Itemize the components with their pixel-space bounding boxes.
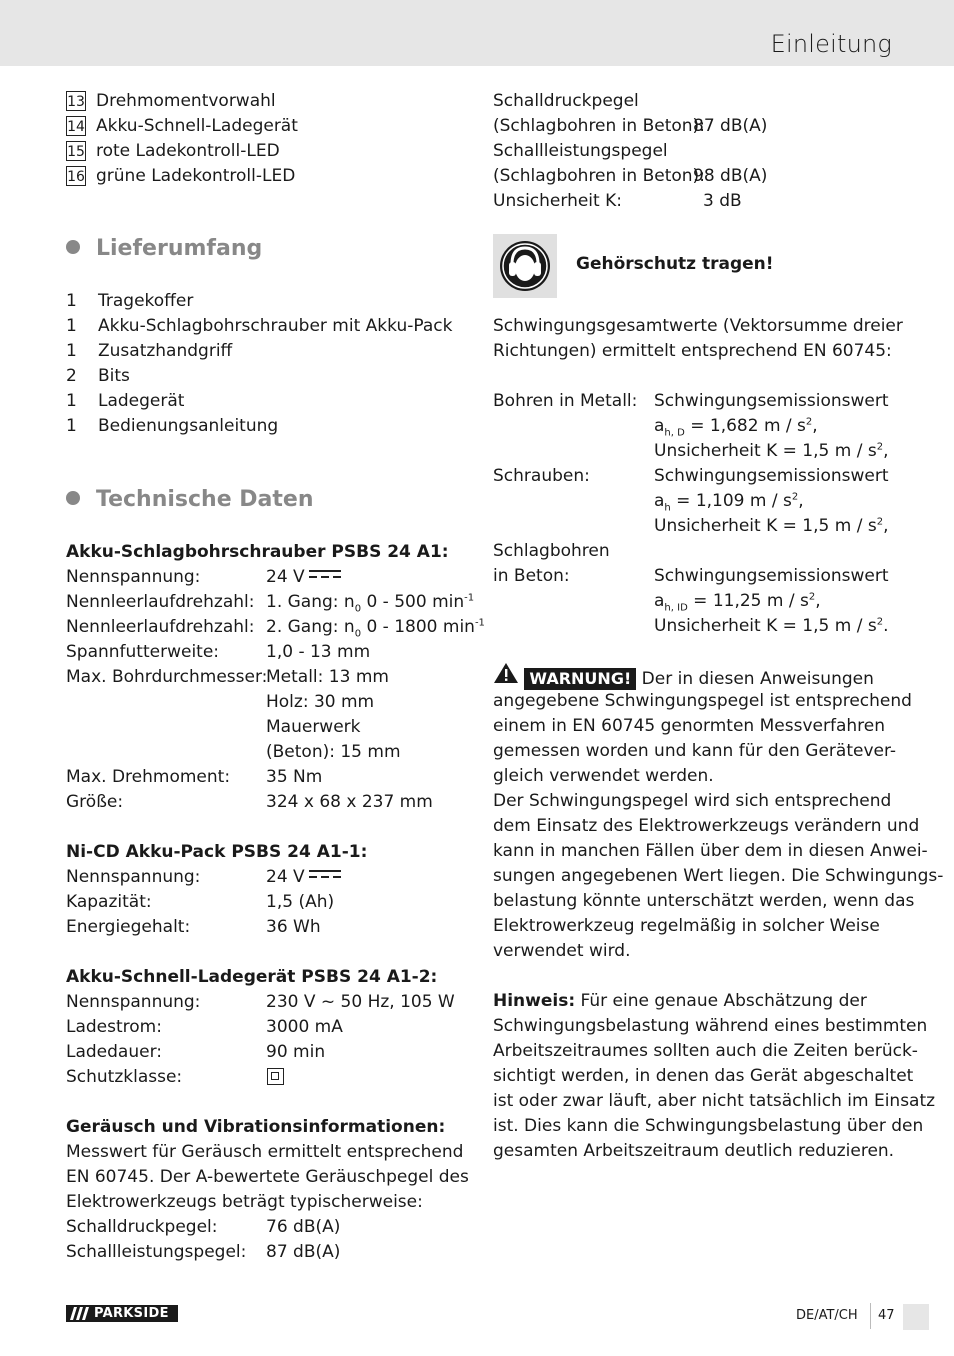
vib-symbol: a bbox=[654, 416, 665, 436]
vib-row bbox=[493, 539, 903, 564]
page-title: Einleitung bbox=[770, 30, 892, 58]
bullet-icon bbox=[66, 491, 80, 505]
text-line: gemessen worden und kann für den Gerätever- bbox=[493, 741, 897, 761]
spacer bbox=[66, 815, 476, 840]
superscript: -1 bbox=[464, 592, 475, 604]
text-line: angegebene Schwingungspegel ist entsprechend bbox=[493, 691, 912, 711]
spec-value-text: 24 V bbox=[266, 867, 305, 887]
text-line: Schwingungsbelastung während eines bestimmten bbox=[493, 1016, 928, 1036]
subscript: 0 bbox=[354, 603, 362, 615]
spec-value bbox=[266, 865, 341, 890]
vib-value: Schwingungsemissionswert bbox=[654, 466, 889, 486]
part-label: grüne Ladekontroll-LED bbox=[96, 166, 296, 186]
vib-value bbox=[654, 589, 821, 614]
text-line: sungen angegebenen Wert liegen. Die Schwingungs- bbox=[493, 866, 944, 886]
hearing-protection-text: Gehörschutz tragen! bbox=[576, 254, 774, 274]
qty: 1 bbox=[66, 341, 77, 361]
delivery-list bbox=[66, 289, 466, 439]
text-line: Schallleistungspegel bbox=[493, 141, 668, 161]
spec-value: 35 Nm bbox=[266, 767, 323, 787]
sound-values bbox=[493, 89, 893, 214]
spec-row bbox=[66, 890, 476, 915]
spec-value bbox=[267, 1065, 284, 1090]
dc-symbol-icon bbox=[309, 570, 341, 580]
text-line: Für eine genaue Abschätzung der bbox=[575, 991, 867, 1011]
spec-row bbox=[66, 690, 476, 715]
spec-row bbox=[66, 1065, 476, 1090]
spec-row bbox=[66, 1240, 476, 1265]
vib-value-text: Unsicherheit K = 1,5 m / s bbox=[654, 616, 877, 636]
spec-value: Holz: 30 mm bbox=[266, 692, 375, 712]
spec-row bbox=[493, 114, 893, 139]
section-title: Lieferumfang bbox=[96, 236, 263, 261]
subscript: h, ID bbox=[664, 602, 688, 614]
spacer bbox=[66, 1090, 476, 1115]
vib-row bbox=[493, 389, 903, 414]
spec-row bbox=[493, 189, 893, 214]
superscript: 2 bbox=[808, 591, 816, 603]
text-line: dem Einsatz des Elektrowerkzeugs verändern und bbox=[493, 816, 920, 836]
list-item bbox=[66, 389, 466, 414]
vib-value bbox=[654, 514, 888, 539]
spec-value bbox=[266, 615, 485, 640]
part-number: 13 bbox=[66, 91, 86, 111]
spacer bbox=[493, 364, 903, 389]
punctuation: . bbox=[883, 616, 889, 636]
vib-value-text: = 11,25 m / s bbox=[687, 591, 809, 611]
qty: 1 bbox=[66, 416, 77, 436]
vib-row bbox=[493, 464, 903, 489]
spec-value bbox=[266, 590, 474, 615]
item-label: Bedienungsanleitung bbox=[98, 416, 279, 436]
part-number: 14 bbox=[66, 116, 86, 136]
section-heading-lieferumfang bbox=[66, 236, 262, 261]
vib-value-text: Unsicherheit K = 1,5 m / s bbox=[654, 516, 877, 536]
warning-line bbox=[493, 664, 903, 689]
subscript: h, D bbox=[664, 427, 685, 439]
vib-symbol: a bbox=[654, 591, 665, 611]
spec-heading: Akku-Schlagbohrschrauber PSBS 24 A1: bbox=[66, 542, 449, 562]
text-line: verwendet wird. bbox=[493, 941, 631, 961]
spec-label: Nennleerlaufdrehzahl: bbox=[66, 592, 255, 612]
spec-row bbox=[493, 164, 893, 189]
page-number: 47 bbox=[878, 1308, 895, 1323]
spec-value: 36 Wh bbox=[266, 917, 321, 937]
text-line: Messwert für Geräusch ermittelt entsprechend bbox=[66, 1142, 464, 1162]
superscript: 2 bbox=[805, 416, 813, 428]
vib-label: Schlagbohren bbox=[493, 541, 610, 561]
text-line: Schwingungsgesamtwerte (Vektorsumme dreier bbox=[493, 316, 903, 336]
spec-row bbox=[66, 915, 476, 940]
subscript: 0 bbox=[354, 628, 362, 640]
text-line: Schalldruckpegel bbox=[493, 91, 639, 111]
item-label: Tragekoffer bbox=[98, 291, 194, 311]
part-label: rote Ladekontroll-LED bbox=[96, 141, 280, 161]
part-number: 16 bbox=[66, 166, 86, 186]
text-line: belastung könnte unterschätzt werden, wenn das bbox=[493, 891, 915, 911]
spec-label: Kapazität: bbox=[66, 892, 152, 912]
vib-row bbox=[493, 589, 903, 614]
text-line: gesamten Arbeitszeitraum deutlich reduzieren. bbox=[493, 1141, 895, 1161]
text-line: einem in EN 60745 genormten Messverfahren bbox=[493, 716, 885, 736]
vib-value: Schwingungsemissionswert bbox=[654, 566, 889, 586]
vib-row bbox=[493, 489, 903, 514]
spec-heading: Ni-CD Akku-Pack PSBS 24 A1-1: bbox=[66, 842, 368, 862]
section-heading-technische-daten bbox=[66, 487, 314, 512]
superscript: 2 bbox=[876, 616, 884, 628]
spec-label: Nennspannung: bbox=[66, 867, 201, 887]
vib-value-text: Unsicherheit K = 1,5 m / s bbox=[654, 441, 877, 461]
list-item bbox=[66, 164, 466, 189]
item-label: Bits bbox=[98, 366, 130, 386]
text-line: Richtungen) ermittelt entsprechend EN 60745: bbox=[493, 341, 892, 361]
spec-row bbox=[66, 715, 476, 740]
spec-value: 324 x 68 x 237 mm bbox=[266, 792, 433, 812]
spec-row bbox=[66, 990, 476, 1015]
warning-badge: WARNUNG! bbox=[524, 668, 636, 690]
spec-row bbox=[66, 865, 476, 890]
spec-row bbox=[66, 1040, 476, 1065]
hearing-protection-icon bbox=[493, 234, 557, 298]
spec-row bbox=[66, 590, 476, 615]
item-label: Zusatzhandgriff bbox=[98, 341, 233, 361]
spec-row bbox=[66, 565, 476, 590]
text-line: gleich verwendet werden. bbox=[493, 766, 714, 786]
spec-row bbox=[66, 740, 476, 765]
part-label: Akku-Schnell-Ladegerät bbox=[96, 116, 298, 136]
spec-value: 90 min bbox=[266, 1042, 326, 1062]
spec-heading: Geräusch und Vibrationsinformationen: bbox=[66, 1117, 446, 1137]
spec-label: Max. Bohrdurchmesser: bbox=[66, 667, 268, 687]
list-item bbox=[66, 314, 466, 339]
vib-symbol: a bbox=[654, 491, 665, 511]
vib-value-text: = 1,109 m / s bbox=[670, 491, 792, 511]
spacer bbox=[493, 639, 903, 664]
qty: 1 bbox=[66, 391, 77, 411]
spec-label: Ladedauer: bbox=[66, 1042, 162, 1062]
text-line: Arbeitszeitraumes sollten auch die Zeiten berück- bbox=[493, 1041, 918, 1061]
vib-value bbox=[654, 489, 804, 514]
punctuation: , bbox=[883, 516, 889, 536]
spec-row bbox=[66, 1015, 476, 1040]
brand-name: PARKSIDE bbox=[94, 1306, 169, 1321]
vib-value bbox=[654, 414, 818, 439]
vib-row bbox=[493, 514, 903, 539]
parts-list bbox=[66, 89, 466, 189]
spec-value: 3000 mA bbox=[266, 1017, 343, 1037]
dc-symbol-icon bbox=[309, 870, 341, 880]
note-label: Hinweis: bbox=[493, 991, 576, 1011]
spec-value bbox=[266, 565, 341, 590]
spec-label: Schallleistungspegel: bbox=[66, 1242, 247, 1262]
spec-value-text: 24 V bbox=[266, 567, 305, 587]
spec-value: 230 V ~ 50 Hz, 105 W bbox=[266, 992, 455, 1012]
spec-label: Nennspannung: bbox=[66, 992, 201, 1012]
tech-specs bbox=[66, 540, 485, 1265]
text-line: Elektrowerkzeugs beträgt typischerweise: bbox=[66, 1192, 423, 1212]
bullet-icon bbox=[66, 240, 80, 254]
spec-value: 87 dB(A) bbox=[266, 1242, 341, 1262]
text-line: kann in manchen Fällen über dem in diesen Anwei- bbox=[493, 841, 928, 861]
brand-logo bbox=[66, 1305, 178, 1322]
text-line: sichtigt werden, in denen das Gerät abgeschaltet bbox=[493, 1066, 914, 1086]
spec-value: (Beton): 15 mm bbox=[266, 742, 401, 762]
list-item bbox=[66, 89, 466, 114]
item-label: Ladegerät bbox=[98, 391, 185, 411]
spec-label: Schutzklasse: bbox=[66, 1067, 183, 1087]
spec-value: 87 dB(A) bbox=[693, 116, 768, 136]
vibration-section bbox=[493, 314, 944, 1164]
list-item bbox=[66, 339, 466, 364]
superscript: 2 bbox=[876, 516, 884, 528]
part-label: Drehmomentvorwahl bbox=[96, 91, 276, 111]
vib-value-text: = 1,682 m / s bbox=[684, 416, 806, 436]
section-title: Technische Daten bbox=[96, 487, 314, 512]
spec-row bbox=[66, 640, 476, 665]
spec-label: Nennleerlaufdrehzahl: bbox=[66, 617, 255, 637]
list-item bbox=[66, 414, 466, 439]
spec-value-text: 0 - 1800 min bbox=[361, 617, 475, 637]
vib-row bbox=[493, 564, 903, 589]
text-line: ist oder zwar läuft, aber nicht tatsächlich im Einsatz bbox=[493, 1091, 936, 1111]
spec-value: Mauerwerk bbox=[266, 717, 361, 737]
punctuation: , bbox=[812, 416, 818, 436]
qty: 1 bbox=[66, 316, 77, 336]
spec-value-text: 0 - 500 min bbox=[361, 592, 465, 612]
spec-row bbox=[66, 1215, 476, 1240]
spec-label: Schalldruckpegel: bbox=[66, 1217, 218, 1237]
spec-row bbox=[66, 665, 476, 690]
punctuation: , bbox=[798, 491, 804, 511]
punctuation: , bbox=[883, 441, 889, 461]
vib-value: Schwingungsemissionswert bbox=[654, 391, 889, 411]
qty: 1 bbox=[66, 291, 77, 311]
list-item bbox=[66, 139, 466, 164]
spec-label: Nennspannung: bbox=[66, 567, 201, 587]
vib-row bbox=[493, 414, 903, 439]
text-line: Der in diesen Anweisungen bbox=[636, 669, 874, 689]
note-line bbox=[493, 989, 903, 1014]
spec-value: 1,0 - 13 mm bbox=[266, 642, 371, 662]
spec-value-text: 2. Gang: n bbox=[266, 617, 355, 637]
part-number: 15 bbox=[66, 141, 86, 161]
spec-value-text: 1. Gang: n bbox=[266, 592, 355, 612]
spec-row bbox=[66, 615, 485, 640]
text-line: Der Schwingungspegel wird sich entsprechend bbox=[493, 791, 892, 811]
superscript: 2 bbox=[791, 491, 799, 503]
page-header bbox=[0, 0, 954, 66]
vib-label: Schrauben: bbox=[493, 466, 590, 486]
spec-heading: Akku-Schnell-Ladegerät PSBS 24 A1-2: bbox=[66, 967, 438, 987]
footer-tab bbox=[903, 1304, 929, 1330]
protection-class-2-icon bbox=[267, 1068, 284, 1085]
spec-label: Ladestrom: bbox=[66, 1017, 162, 1037]
vib-value bbox=[654, 614, 888, 639]
vib-label: Bohren in Metall: bbox=[493, 391, 638, 411]
spec-value: Metall: 13 mm bbox=[266, 667, 389, 687]
spec-label: (Schlagbohren in Beton): bbox=[493, 116, 705, 136]
spec-row bbox=[66, 765, 476, 790]
spec-row bbox=[66, 790, 476, 815]
warning-triangle-icon bbox=[493, 662, 519, 692]
list-item bbox=[66, 289, 466, 314]
list-item bbox=[66, 364, 466, 389]
spec-value: 76 dB(A) bbox=[266, 1217, 341, 1237]
spec-label: Spannfutterweite: bbox=[66, 642, 220, 662]
spec-value: 1,5 (Ah) bbox=[266, 892, 335, 912]
divider bbox=[870, 1303, 871, 1329]
vib-value bbox=[654, 439, 888, 464]
list-item bbox=[66, 114, 466, 139]
spec-label: Größe: bbox=[66, 792, 124, 812]
superscript: 2 bbox=[876, 441, 884, 453]
spec-value: 98 dB(A) bbox=[693, 166, 768, 186]
spec-value: 3 dB bbox=[703, 191, 742, 211]
qty: 2 bbox=[66, 366, 77, 386]
spacer bbox=[66, 940, 476, 965]
vib-row bbox=[493, 439, 903, 464]
subscript: h bbox=[664, 502, 671, 514]
spec-label: (Schlagbohren in Beton): bbox=[493, 166, 705, 186]
superscript: -1 bbox=[474, 617, 485, 629]
language-code: DE/AT/CH bbox=[796, 1308, 858, 1323]
spacer bbox=[493, 964, 903, 989]
vib-row bbox=[493, 614, 903, 639]
vib-label: in Beton: bbox=[493, 566, 570, 586]
text-line: ist. Dies kann die Schwingungsbelastung über den bbox=[493, 1116, 924, 1136]
spec-label: Unsicherheit K: bbox=[493, 191, 622, 211]
logo-stripes-icon bbox=[70, 1307, 90, 1320]
spec-label: Energiegehalt: bbox=[66, 917, 191, 937]
spec-label: Max. Drehmoment: bbox=[66, 767, 231, 787]
text-line: EN 60745. Der A-bewertete Geräuschpegel des bbox=[66, 1167, 469, 1187]
item-label: Akku-Schlagbohrschrauber mit Akku-Pack bbox=[98, 316, 453, 336]
text-line: Elektrowerkzeug regelmäßig in solcher Weise bbox=[493, 916, 880, 936]
punctuation: , bbox=[815, 591, 821, 611]
